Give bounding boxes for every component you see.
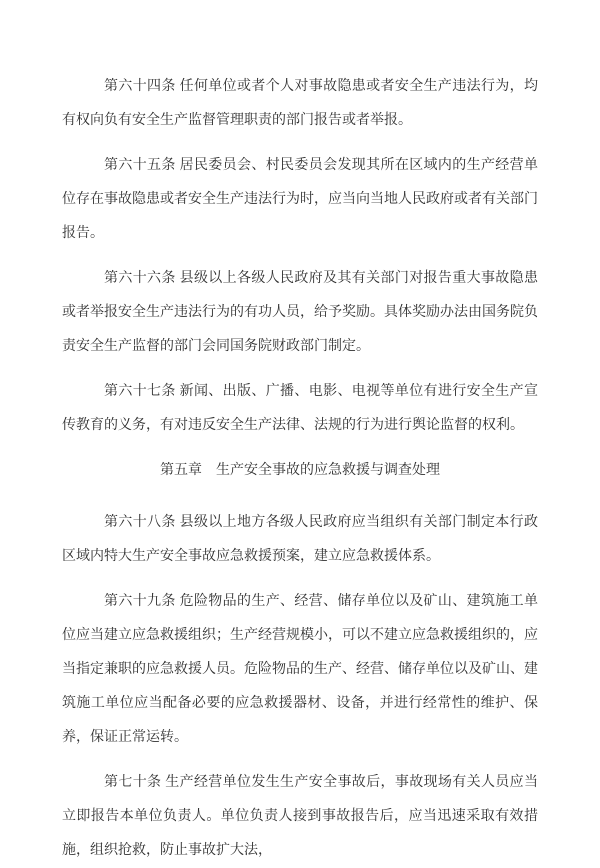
paragraph-article-68: 第六十八条 县级以上地方各级人民政府应当组织有关部门制定本行政区域内特大生产安全事故应急救援预案，建立应急救援体系。 xyxy=(62,515,538,564)
paragraph-article-65: 第六十五条 居民委员会、村民委员会发现其所在区域内的生产经营单位存在事故隐患或者安全生产违法行为时，应当向当地人民政府或者有关部门报告。 xyxy=(62,158,538,241)
paragraph-article-70: 第七十条 生产经营单位发生生产安全事故后，事故现场有关人员应当立即报告本单位负责人。单位负责人接到事故报告后，应当迅速采取有效措施，组织抢救，防止事故扩大法， xyxy=(62,775,538,858)
paragraph-article-69: 第六十九条 危险物品的生产、经营、储存单位以及矿山、建筑施工单位应当建立应急救援组织；生产经营规模小，可以不建立应急救援组织的，应当指定兼职的应急救援人员。危险物品的生产、经营、储存单位以及矿山、建筑施工单位应当配备必要的应急救援器材、设备，并进行经常性的维护、保养，保证正常运转。 xyxy=(62,594,538,745)
chapter-5-heading: 第五章 生产安全事故的应急救援与调查处理 xyxy=(160,463,440,478)
paragraph-article-64: 第六十四条 任何单位或者个人对事故隐患或者安全生产违法行为，均有权向负有安全生产监督管理职责的部门报告或者举报。 xyxy=(62,79,538,128)
paragraph-article-67: 第六十七条 新闻、出版、广播、电影、电视等单位有进行安全生产宣传教育的义务，有对违反安全生产法律、法规的行为进行舆论监督的权利。 xyxy=(62,384,538,433)
paragraph-article-66: 第六十六条 县级以上各级人民政府及其有关部门对报告重大事故隐患或者举报安全生产违法行为的有功人员，给予奖励。具体奖励办法由国务院负责安全生产监督的部门会同国务院财政部门制定。 xyxy=(62,271,538,354)
